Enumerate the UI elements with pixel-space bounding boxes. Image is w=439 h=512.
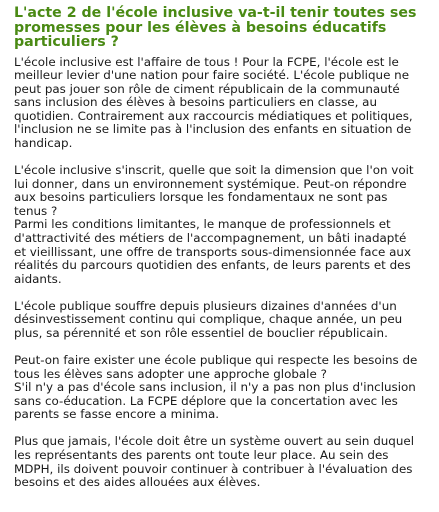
text-line: aidants. [14, 271, 62, 286]
text-line: tous les élèves sans adopter une approche globale ? [14, 366, 327, 381]
paragraph-approche-globale [14, 354, 425, 422]
text-line: l'inclusion ne se limite pas à l'inclusion des enfants en situation de [14, 122, 412, 137]
text-line: Parmi les conditions limitantes, le manque de professionnels et [14, 217, 391, 232]
text-line: parents se fasse encore a minima. [14, 407, 220, 422]
text-line: L'école inclusive est l'affaire de tous ! Pour la FCPE, l'école est le [14, 54, 399, 69]
article-title [14, 6, 425, 50]
text-line: Peut-on faire exister une école publique qui respecte les besoins de [14, 352, 418, 367]
paragraph-inclusion-affaire-de-tous [14, 56, 425, 151]
text-line: quotidien. Contrairement aux raccourcis médiatiques et politiques, [14, 108, 413, 123]
text-line: sans co-éducation. La FCPE déplore que la concertation avec les [14, 393, 398, 408]
text-line: d'attractivité des métiers de l'accompagnement, un bâti inadapté [14, 231, 407, 246]
text-line: L'école publique souffre depuis plusieurs dizaines d'années d'un [14, 298, 397, 313]
text-line: désinvestissement continu qui complique, chaque année, un peu [14, 312, 403, 327]
text-line: handicap. [14, 136, 73, 151]
text-line: Plus que jamais, l'école doit être un système ouvert au sein duquel [14, 434, 414, 449]
title-line: L'acte 2 de l'école inclusive va-t-il tenir toutes ses [14, 5, 417, 21]
text-line: plus, sa pérennité et son rôle essentiel de bouclier républicain. [14, 325, 388, 340]
text-line: besoins et des aides allouées aux élèves. [14, 475, 261, 490]
paragraph-systeme-ouvert [14, 435, 425, 489]
text-line: lui donner, dans un environnement systémique. Peut-on répondre [14, 176, 407, 191]
text-line: aux besoins particuliers lorsque les fondamentaux ne sont pas [14, 190, 388, 205]
text-line: réalités du parcours quotidien des enfants, de leurs parents et des [14, 258, 411, 273]
paragraph-environnement-systemique [14, 164, 425, 286]
text-line: peut pas jouer son rôle de ciment républicain de la communauté [14, 81, 400, 96]
title-line: promesses pour les élèves à besoins éducatifs [14, 19, 387, 36]
text-line: les représentants des parents ont toute leur place. Au sein des [14, 447, 389, 462]
text-line: L'école inclusive s'inscrit, quelle que soit la dimension que l'on voit [14, 163, 414, 178]
text-line: S'il n'y a pas d'école sans inclusion, il n'y a pas non plus d'inclusion [14, 380, 416, 395]
text-line: MDPH, ils doivent pouvoir continuer à contribuer à l'évaluation des [14, 461, 413, 476]
text-line: tenus ? [14, 203, 58, 218]
text-line: sans inclusion des élèves à besoins particuliers en classe, au [14, 95, 378, 110]
text-line: et vieillissant, une offre de transports sous-dimensionnée face aux [14, 244, 411, 259]
paragraph-desinvestissement [14, 300, 425, 341]
title-line: particuliers ? [14, 34, 119, 50]
text-line: meilleur levier d'une nation pour faire société. L'école publique ne [14, 68, 410, 83]
